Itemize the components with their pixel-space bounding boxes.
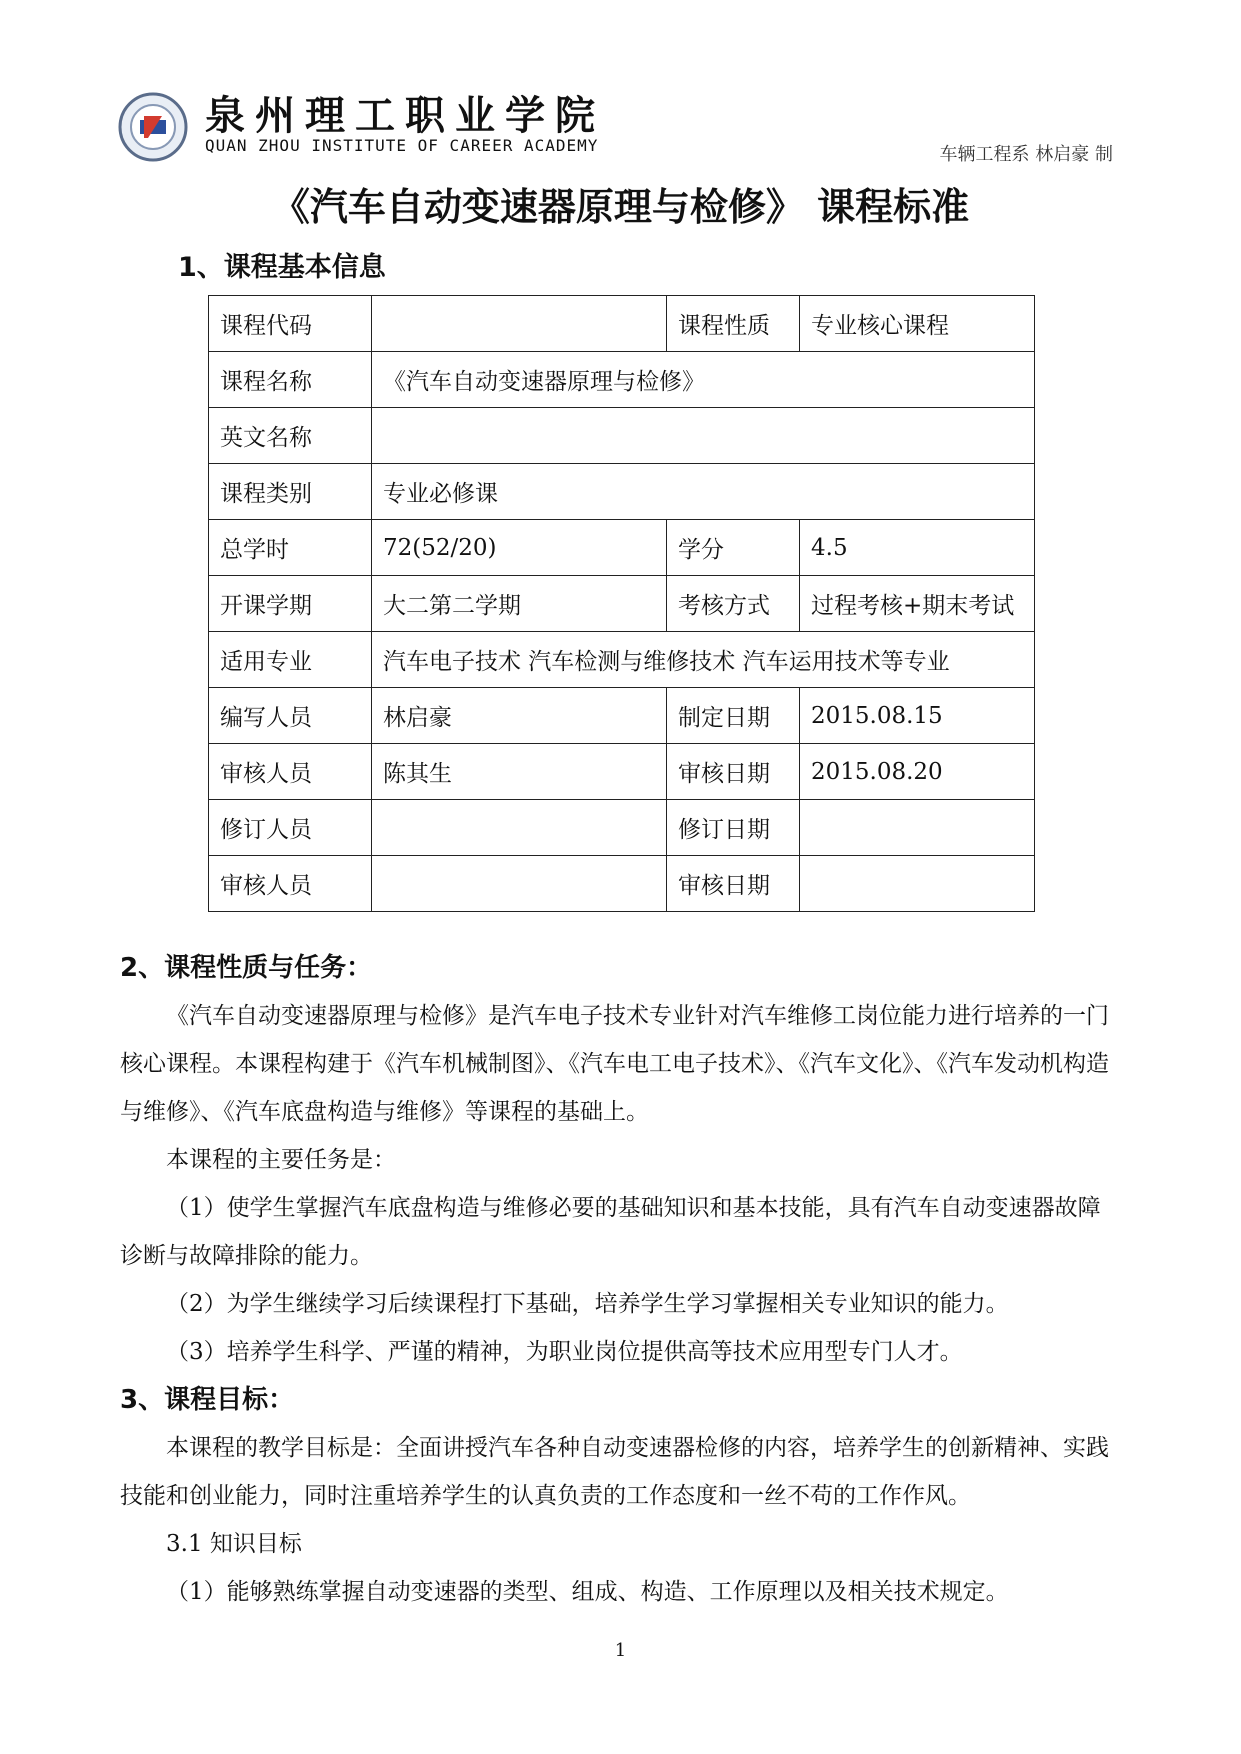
school-logo <box>118 92 188 162</box>
table-value: 林启豪 <box>372 688 667 744</box>
table-value <box>372 856 667 912</box>
school-name-en: QUAN ZHOU INSTITUTE OF CAREER ACADEMY <box>205 136 599 155</box>
table-value <box>372 800 667 856</box>
table-row <box>209 296 1035 352</box>
table-key: 审核日期 <box>667 856 800 912</box>
table-value: 陈其生 <box>372 744 667 800</box>
page-number: 1 <box>614 1640 627 1661</box>
table-value <box>372 408 1035 464</box>
school-name-cn: 泉州理工职业学院 <box>205 92 605 139</box>
table-row <box>209 464 1035 520</box>
course-info-table <box>208 295 1035 912</box>
table-key: 考核方式 <box>667 576 800 632</box>
table-key: 编写人员 <box>209 688 372 744</box>
table-row <box>209 576 1035 632</box>
table-key: 总学时 <box>209 520 372 576</box>
paragraph: （2）为学生继续学习后续课程打下基础，培养学生学习掌握相关专业知识的能力。 <box>166 1291 1009 1317</box>
table-value: 《汽车自动变速器原理与检修》 <box>372 352 1035 408</box>
table-row <box>209 352 1035 408</box>
table-row <box>209 520 1035 576</box>
section1-heading: 1、课程基本信息 <box>178 252 386 283</box>
paragraph: 本课程的教学目标是：全面讲授汽车各种自动变速器检修的内容，培养学生的创新精神、实践技能和创业能力，同时注重培养学生的认真负责的工作态度和一丝不苟的工作作风。 <box>120 1435 1109 1509</box>
document-title: 《汽车自动变速器原理与检修》 课程标准 <box>271 185 970 229</box>
table-value: 大二第二学期 <box>372 576 667 632</box>
section2-heading: 2、课程性质与任务： <box>120 953 373 983</box>
table-value <box>800 856 1035 912</box>
table-value: 2015.08.15 <box>800 688 1035 744</box>
table-row <box>209 688 1035 744</box>
section3-heading: 3、课程目标： <box>120 1385 295 1415</box>
table-row <box>209 800 1035 856</box>
table-value: 4.5 <box>800 520 1035 576</box>
table-key: 课程性质 <box>667 296 800 352</box>
table-row <box>209 408 1035 464</box>
table-key: 开课学期 <box>209 576 372 632</box>
table-value: 专业必修课 <box>372 464 1035 520</box>
table-value <box>800 800 1035 856</box>
table-value: 2015.08.20 <box>800 744 1035 800</box>
table-key: 课程类别 <box>209 464 372 520</box>
table-key: 修订人员 <box>209 800 372 856</box>
table-row <box>209 856 1035 912</box>
table-key: 制定日期 <box>667 688 800 744</box>
table-key: 审核人员 <box>209 856 372 912</box>
table-row <box>209 744 1035 800</box>
paragraph: 《汽车自动变速器原理与检修》是汽车电子技术专业针对汽车维修工岗位能力进行培养的一门核心课程。本课程构建于《汽车机械制图》、《汽车电工电子技术》、《汽车文化》、《汽车发动机构造与维修》、《汽车底盘构造与维修》等课程的基础上。 <box>120 1003 1109 1125</box>
paragraph: （1）能够熟练掌握自动变速器的类型、组成、构造、工作原理以及相关技术规定。 <box>166 1579 1009 1605</box>
table-key: 课程代码 <box>209 296 372 352</box>
table-value: 过程考核+期末考试 <box>800 576 1035 632</box>
table-key: 课程名称 <box>209 352 372 408</box>
table-value <box>372 296 667 352</box>
paragraph: （1）使学生掌握汽车底盘构造与维修必要的基础知识和基本技能，具有汽车自动变速器故障诊断与故障排除的能力。 <box>120 1195 1101 1269</box>
paragraph: 本课程的主要任务是： <box>166 1147 396 1173</box>
body-content <box>120 944 1120 1616</box>
table-row <box>209 632 1035 688</box>
paragraph: （3）培养学生科学、严谨的精神，为职业岗位提供高等技术应用型专门人才。 <box>166 1339 963 1365</box>
author-note: 车辆工程系 林启豪 制 <box>939 144 1113 165</box>
table-key: 审核人员 <box>209 744 372 800</box>
subsection-heading: 3.1 知识目标 <box>166 1531 302 1557</box>
table-value: 汽车电子技术 汽车检测与维修技术 汽车运用技术等专业 <box>372 632 1035 688</box>
table-key: 英文名称 <box>209 408 372 464</box>
table-key: 修订日期 <box>667 800 800 856</box>
table-key: 学分 <box>667 520 800 576</box>
table-key: 审核日期 <box>667 744 800 800</box>
table-value: 专业核心课程 <box>800 296 1035 352</box>
table-value: 72(52/20) <box>372 520 667 576</box>
table-key: 适用专业 <box>209 632 372 688</box>
